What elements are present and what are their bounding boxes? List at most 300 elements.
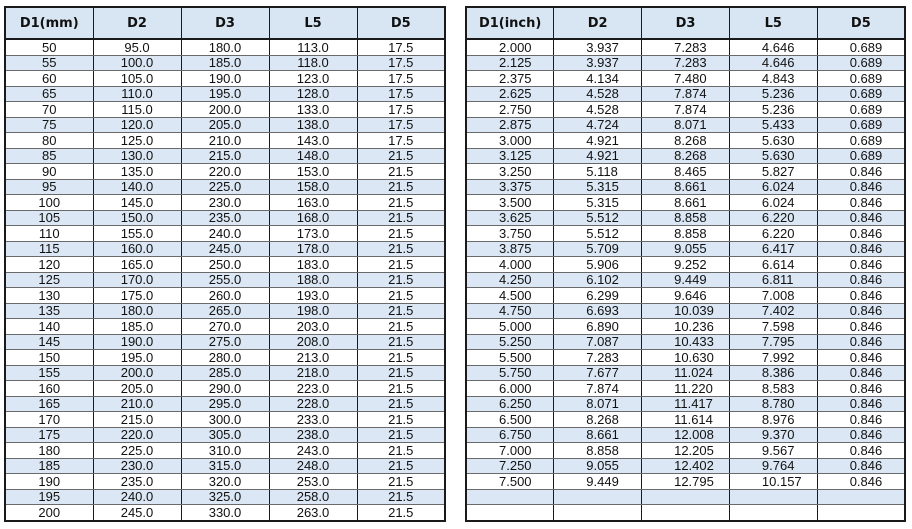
cell-l5: 248.0 [269,458,357,474]
cell-d1: 135 [5,303,93,319]
cell-d5: 0.689 [817,86,905,102]
cell-d3: 180.0 [181,39,269,55]
table-row [466,303,905,319]
cell-d3: 12.402 [642,458,730,474]
cell-d5: 0.846 [817,350,905,366]
table-row [5,39,445,55]
table-row [466,226,905,242]
cell-d3: 12.008 [642,427,730,443]
header-d5: D5 [817,7,905,39]
cell-d5: 21.5 [357,505,445,521]
cell-d1: 165 [5,396,93,412]
cell-d2: 245.0 [93,505,181,521]
cell-d3: 190.0 [181,71,269,87]
cell-d3: 9.252 [642,257,730,273]
cell-d5: 21.5 [357,334,445,350]
cell-l5: 128.0 [269,86,357,102]
cell-l5: 8.386 [729,365,817,381]
cell-d2: 4.528 [554,86,642,102]
cell-l5: 208.0 [269,334,357,350]
cell-l5: 233.0 [269,412,357,428]
cell-d3: 330.0 [181,505,269,521]
table-row [5,257,445,273]
cell-d3: 8.661 [642,195,730,211]
cell-d3: 315.0 [181,458,269,474]
cell-d5: 21.5 [357,226,445,242]
cell-l5: 243.0 [269,443,357,459]
cell-d2: 5.709 [554,241,642,257]
table-row [5,412,445,428]
cell-d5: 17.5 [357,133,445,149]
cell-d2: 225.0 [93,443,181,459]
cell-d5: 21.5 [357,427,445,443]
table-row [466,427,905,443]
cell-l5: 218.0 [269,365,357,381]
inch-dimensions-table [465,6,906,522]
cell-d3: 275.0 [181,334,269,350]
inch-header-row [466,7,905,39]
table-row [5,381,445,397]
cell-d2: 230.0 [93,458,181,474]
table-row [5,505,445,521]
cell-d1: 4.000 [466,257,554,273]
cell-l5: 118.0 [269,55,357,71]
table-row [466,474,905,490]
cell-d2: 180.0 [93,303,181,319]
table-row [466,164,905,180]
cell-d1: 80 [5,133,93,149]
cell-d3: 280.0 [181,350,269,366]
cell-d2: 195.0 [93,350,181,366]
cell-d3: 215.0 [181,148,269,164]
cell-d5: 0.846 [817,195,905,211]
cell-d3: 8.268 [642,148,730,164]
cell-l5: 183.0 [269,257,357,273]
cell-d3: 10.433 [642,334,730,350]
cell-d1: 2.125 [466,55,554,71]
cell-d1: 2.875 [466,117,554,133]
cell-d2: 6.299 [554,288,642,304]
table-row [466,489,905,505]
cell-l5: 238.0 [269,427,357,443]
cell-d1: 105 [5,210,93,226]
cell-l5: 10.157 [729,474,817,490]
cell-d1: 185 [5,458,93,474]
cell-d5: 21.5 [357,272,445,288]
table-row [5,164,445,180]
table-row [466,55,905,71]
cell-d2: 210.0 [93,396,181,412]
cell-l5: 7.598 [729,319,817,335]
cell-d1: 7.250 [466,458,554,474]
cell-d2: 120.0 [93,117,181,133]
cell-d1: 160 [5,381,93,397]
cell-d1 [466,505,554,521]
table-row [5,443,445,459]
table-row [466,117,905,133]
table-row [466,412,905,428]
cell-d1: 5.750 [466,365,554,381]
cell-l5: 6.614 [729,257,817,273]
table-row [466,365,905,381]
cell-d2: 7.677 [554,365,642,381]
cell-d1: 6.250 [466,396,554,412]
cell-d1: 85 [5,148,93,164]
cell-d1: 180 [5,443,93,459]
cell-l5: 198.0 [269,303,357,319]
cell-d5: 17.5 [357,55,445,71]
table-row [466,133,905,149]
cell-d1: 175 [5,427,93,443]
cell-d3: 8.268 [642,133,730,149]
table-row [466,148,905,164]
header-d1-mm: D1(mm) [5,7,93,39]
cell-d5: 0.846 [817,365,905,381]
cell-d1: 125 [5,272,93,288]
cell-d5: 0.846 [817,381,905,397]
cell-d2: 5.315 [554,195,642,211]
cell-d3: 325.0 [181,489,269,505]
cell-d3 [642,505,730,521]
cell-d2: 7.283 [554,350,642,366]
cell-d3: 12.795 [642,474,730,490]
cell-d3: 8.661 [642,179,730,195]
cell-d1: 130 [5,288,93,304]
cell-d1: 55 [5,55,93,71]
cell-l5: 9.370 [729,427,817,443]
cell-d5: 0.846 [817,179,905,195]
cell-d5: 17.5 [357,86,445,102]
table-row [5,365,445,381]
cell-d2: 5.118 [554,164,642,180]
cell-d3: 320.0 [181,474,269,490]
cell-d5: 17.5 [357,102,445,118]
cell-d2: 135.0 [93,164,181,180]
cell-d1: 60 [5,71,93,87]
cell-d3 [642,489,730,505]
cell-l5: 113.0 [269,39,357,55]
table-row [466,71,905,87]
cell-d2: 6.693 [554,303,642,319]
cell-d2: 115.0 [93,102,181,118]
cell-d5: 0.846 [817,443,905,459]
cell-d1: 3.500 [466,195,554,211]
cell-d5: 21.5 [357,148,445,164]
table-row [5,133,445,149]
cell-d1: 3.000 [466,133,554,149]
cell-d3: 220.0 [181,164,269,180]
cell-d3: 235.0 [181,210,269,226]
cell-l5: 213.0 [269,350,357,366]
table-row [5,489,445,505]
cell-d1: 95 [5,179,93,195]
table-row [5,458,445,474]
cell-d3: 11.220 [642,381,730,397]
cell-l5: 7.008 [729,288,817,304]
cell-d1: 5.000 [466,319,554,335]
cell-d5: 21.5 [357,381,445,397]
cell-l5: 173.0 [269,226,357,242]
cell-l5: 5.433 [729,117,817,133]
cell-d5 [817,489,905,505]
cell-d1: 75 [5,117,93,133]
cell-d2: 4.134 [554,71,642,87]
cell-d1: 7.000 [466,443,554,459]
cell-d5: 21.5 [357,365,445,381]
cell-d1 [466,489,554,505]
cell-d1: 190 [5,474,93,490]
cell-d1: 7.500 [466,474,554,490]
cell-l5: 6.024 [729,195,817,211]
cell-l5: 163.0 [269,195,357,211]
cell-d2: 100.0 [93,55,181,71]
cell-l5: 4.646 [729,55,817,71]
cell-d1: 170 [5,412,93,428]
cell-l5: 8.583 [729,381,817,397]
table-row [5,226,445,242]
cell-d3: 7.480 [642,71,730,87]
cell-d1: 150 [5,350,93,366]
cell-d2: 4.724 [554,117,642,133]
cell-d5: 21.5 [357,319,445,335]
cell-d2: 4.921 [554,148,642,164]
table-row [466,102,905,118]
cell-d3: 10.236 [642,319,730,335]
cell-d1: 120 [5,257,93,273]
cell-d3: 295.0 [181,396,269,412]
cell-d2: 7.087 [554,334,642,350]
cell-d1: 6.500 [466,412,554,428]
cell-d5: 21.5 [357,350,445,366]
cell-d3: 200.0 [181,102,269,118]
table-row [466,396,905,412]
cell-d1: 2.000 [466,39,554,55]
table-row [5,288,445,304]
cell-d5: 0.846 [817,396,905,412]
cell-d3: 9.449 [642,272,730,288]
cell-d2: 175.0 [93,288,181,304]
cell-l5: 6.220 [729,210,817,226]
cell-d2: 155.0 [93,226,181,242]
metric-dimensions-table [4,6,446,522]
table-row [5,86,445,102]
cell-d1: 195 [5,489,93,505]
cell-l5: 263.0 [269,505,357,521]
cell-d5: 0.846 [817,319,905,335]
cell-d2: 6.890 [554,319,642,335]
cell-d1: 2.625 [466,86,554,102]
cell-l5: 253.0 [269,474,357,490]
cell-d1: 3.250 [466,164,554,180]
cell-d5: 17.5 [357,71,445,87]
cell-d1: 145 [5,334,93,350]
cell-l5: 143.0 [269,133,357,149]
cell-d5: 0.846 [817,427,905,443]
cell-l5: 5.827 [729,164,817,180]
table-row [5,102,445,118]
cell-d3: 240.0 [181,226,269,242]
cell-d1: 90 [5,164,93,180]
cell-d5: 0.846 [817,412,905,428]
cell-d5: 21.5 [357,241,445,257]
table-row [5,350,445,366]
table-row [5,55,445,71]
cell-d3: 8.071 [642,117,730,133]
cell-d5: 0.846 [817,226,905,242]
table-row [5,148,445,164]
cell-d2: 150.0 [93,210,181,226]
cell-d1: 155 [5,365,93,381]
cell-d5: 0.846 [817,334,905,350]
table-row [466,443,905,459]
cell-d1: 5.500 [466,350,554,366]
table-row [466,272,905,288]
cell-d2: 215.0 [93,412,181,428]
cell-d1: 50 [5,39,93,55]
cell-d3: 11.614 [642,412,730,428]
cell-l5: 5.630 [729,133,817,149]
cell-d3: 10.630 [642,350,730,366]
cell-d5: 0.689 [817,133,905,149]
cell-l5: 6.811 [729,272,817,288]
cell-l5 [729,505,817,521]
cell-l5: 158.0 [269,179,357,195]
cell-d5: 0.846 [817,474,905,490]
cell-d2: 8.071 [554,396,642,412]
cell-d2: 4.528 [554,102,642,118]
table-row [466,179,905,195]
cell-l5: 7.992 [729,350,817,366]
cell-d1: 6.750 [466,427,554,443]
cell-l5: 4.843 [729,71,817,87]
cell-d5: 21.5 [357,458,445,474]
cell-d5: 17.5 [357,117,445,133]
cell-d1: 115 [5,241,93,257]
header-d1-inch: D1(inch) [466,7,554,39]
table-row [5,195,445,211]
cell-l5: 138.0 [269,117,357,133]
table-row [466,39,905,55]
cell-d2: 9.055 [554,458,642,474]
cell-d5: 21.5 [357,396,445,412]
cell-d3: 11.417 [642,396,730,412]
table-row [5,396,445,412]
header-l5: L5 [729,7,817,39]
cell-l5: 178.0 [269,241,357,257]
cell-d2: 95.0 [93,39,181,55]
cell-d3: 8.858 [642,210,730,226]
cell-d2: 200.0 [93,365,181,381]
cell-d2: 110.0 [93,86,181,102]
cell-d3: 7.874 [642,102,730,118]
cell-d3: 265.0 [181,303,269,319]
table-row [466,334,905,350]
cell-d2 [554,489,642,505]
table-row [466,350,905,366]
cell-d3: 300.0 [181,412,269,428]
cell-d2: 105.0 [93,71,181,87]
cell-d3: 230.0 [181,195,269,211]
cell-d3: 255.0 [181,272,269,288]
cell-d3: 270.0 [181,319,269,335]
header-d3: D3 [642,7,730,39]
cell-d1: 140 [5,319,93,335]
table-row [466,210,905,226]
cell-d2: 235.0 [93,474,181,490]
cell-d5: 0.689 [817,117,905,133]
cell-l5: 258.0 [269,489,357,505]
header-d3: D3 [181,7,269,39]
cell-d5: 0.689 [817,39,905,55]
header-d2: D2 [554,7,642,39]
cell-d5: 0.846 [817,303,905,319]
cell-d5: 0.846 [817,241,905,257]
cell-d3: 245.0 [181,241,269,257]
cell-d1: 3.375 [466,179,554,195]
table-row [466,241,905,257]
cell-d1: 3.125 [466,148,554,164]
table-row [466,505,905,521]
table-row [5,474,445,490]
cell-d2: 5.906 [554,257,642,273]
table-row [5,272,445,288]
cell-d5: 21.5 [357,412,445,428]
cell-l5: 223.0 [269,381,357,397]
cell-d3: 260.0 [181,288,269,304]
cell-d2: 160.0 [93,241,181,257]
cell-l5: 8.780 [729,396,817,412]
cell-l5: 7.402 [729,303,817,319]
table-row [5,319,445,335]
table-row [5,334,445,350]
cell-l5 [729,489,817,505]
table-row [466,458,905,474]
table-row [5,303,445,319]
cell-d3: 11.024 [642,365,730,381]
cell-d1: 4.250 [466,272,554,288]
cell-l5: 6.220 [729,226,817,242]
cell-d3: 7.283 [642,55,730,71]
cell-d3: 7.874 [642,86,730,102]
table-row [466,86,905,102]
cell-l5: 203.0 [269,319,357,335]
table-row [5,117,445,133]
cell-d2: 8.661 [554,427,642,443]
cell-d2: 145.0 [93,195,181,211]
cell-d5: 21.5 [357,443,445,459]
cell-d2: 165.0 [93,257,181,273]
cell-l5: 153.0 [269,164,357,180]
cell-l5: 188.0 [269,272,357,288]
cell-d1: 100 [5,195,93,211]
cell-d3: 205.0 [181,117,269,133]
cell-d5: 0.689 [817,71,905,87]
cell-d2: 125.0 [93,133,181,149]
cell-d3: 8.465 [642,164,730,180]
metric-header-row [5,7,445,39]
cell-d1: 200 [5,505,93,521]
cell-l5: 5.630 [729,148,817,164]
cell-d2: 185.0 [93,319,181,335]
cell-d5: 21.5 [357,489,445,505]
cell-d2: 6.102 [554,272,642,288]
cell-d2: 8.268 [554,412,642,428]
cell-d5: 21.5 [357,195,445,211]
cell-d3: 195.0 [181,86,269,102]
cell-d2: 170.0 [93,272,181,288]
cell-d1: 65 [5,86,93,102]
table-row [466,195,905,211]
